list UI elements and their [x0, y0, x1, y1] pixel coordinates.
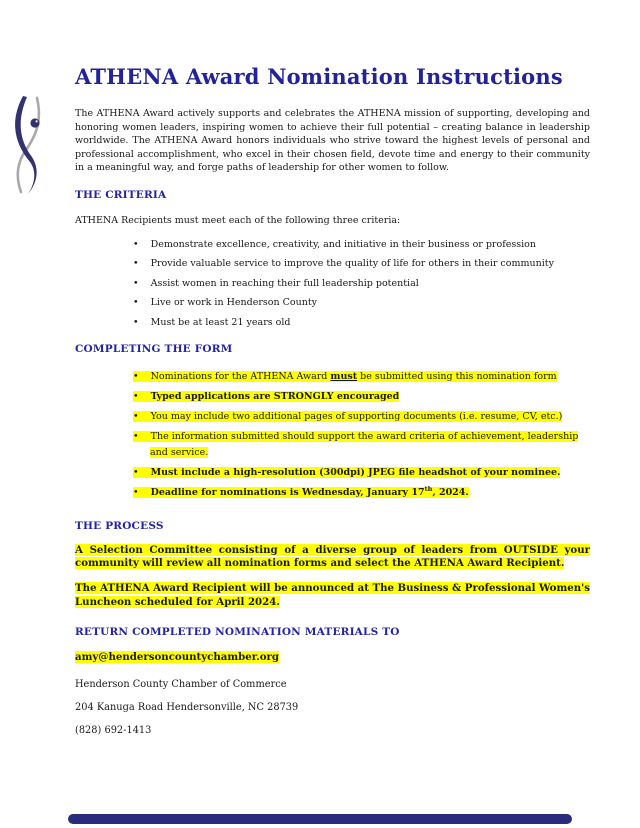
criteria-lead: ATHENA Recipients must meet each of the following three criteria:: [75, 214, 401, 226]
athena-logo-graphic: [6, 94, 50, 198]
criteria-item: • Provide valuable service to improve the quality of life for others in their community: [75, 257, 590, 270]
process-heading: THE PROCESS: [75, 519, 164, 532]
page-title: ATHENA Award Nomination Instructions: [75, 64, 563, 89]
form-instruction-item: • Deadline for nominations is Wednesday, January 17th, 2024.: [75, 485, 590, 502]
form-instruction-item: • The information submitted should support the award criteria of achievement, leadership and service.: [75, 429, 590, 462]
criteria-item: • Must be at least 21 years old: [75, 316, 590, 329]
form-instruction-item: • You may include two additional pages of supporting documents (i.e. resume, CV, etc.): [75, 409, 590, 426]
form-instruction-item: • Must include a high-resolution (300dpi) JPEG file headshot of your nominee.: [75, 465, 590, 482]
intro-paragraph: The ATHENA Award actively supports and celebrates the ATHENA mission of supporting, developing and honoring women leaders, inspiring women to achieve their full potential – creating balance in leadership worldwide. The ATHENA Award honors individuals who strive toward the highest levels of personal and professional accomplishment, who excel in their chosen field, devote time and energy to their community in a meaningful way, and forge paths of leadership for other women to follow.: [75, 108, 590, 173]
return-materials-heading: RETURN COMPLETED NOMINATION MATERIALS TO: [75, 625, 400, 638]
contact-email[interactable]: amy@hendersoncountychamber.org: [75, 650, 279, 663]
athena-figure-logo: [6, 94, 50, 198]
criteria-item: • Assist women in reaching their full leadership potential: [75, 277, 590, 290]
contact-org: Henderson County Chamber of Commerce: [75, 678, 287, 690]
footer-accent-bar: [68, 814, 572, 824]
form-instruction-item: • Typed applications are STRONGLY encouraged: [75, 389, 590, 406]
process-paragraph: A Selection Committee consisting of a diverse group of leaders from OUTSIDE your community will review all nomination forms and select the ATHENA Award Recipient.: [75, 543, 590, 570]
contact-phone: (828) 692-1413: [75, 724, 152, 736]
document-content: [75, 64, 590, 737]
criteria-item: • Live or work in Henderson County: [75, 296, 590, 309]
criteria-heading: THE CRITERIA: [75, 188, 167, 201]
process-paragraph: The ATHENA Award Recipient will be announced at The Business & Professional Women's Luncheon scheduled for April 2024.: [75, 582, 590, 608]
contact-address: 204 Kanuga Road Hendersonville, NC 28739: [75, 701, 299, 713]
criteria-list: [75, 238, 590, 329]
completing-form-heading: COMPLETING THE FORM: [75, 342, 233, 355]
form-instruction-item: • Nominations for the ATHENA Award must be submitted using this nomination form: [75, 369, 590, 386]
form-instruction-list: [75, 369, 590, 502]
criteria-item: • Demonstrate excellence, creativity, and initiative in their business or profession: [75, 238, 590, 251]
